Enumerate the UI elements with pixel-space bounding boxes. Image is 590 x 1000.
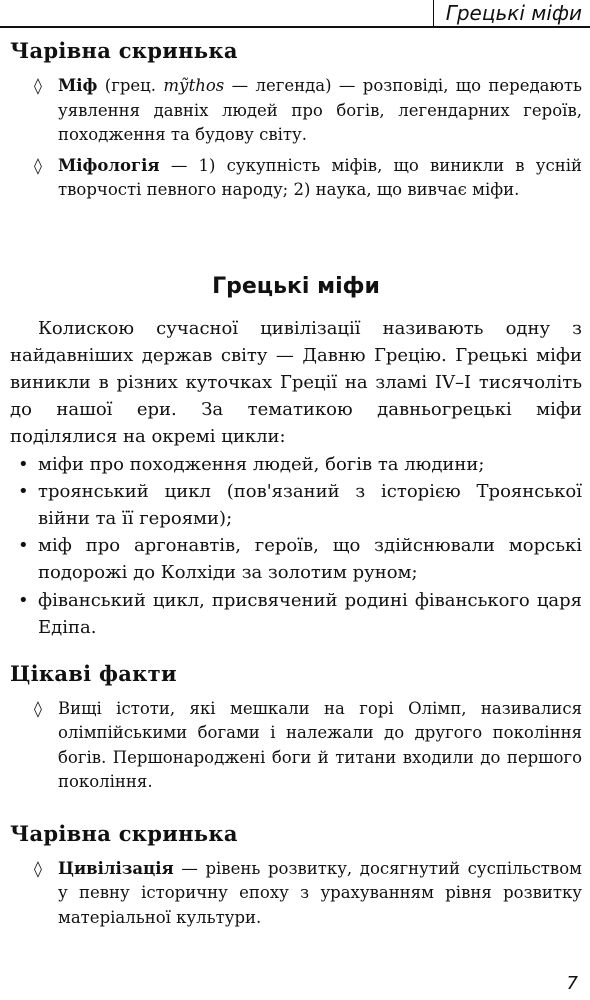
definition-entry-mythology bbox=[10, 154, 582, 203]
term-myth: Міф bbox=[58, 76, 98, 95]
foreign-word: mу̃thos bbox=[163, 76, 225, 95]
facts-title: Цікаві факти bbox=[10, 660, 177, 686]
greek-myths-section bbox=[10, 273, 582, 641]
definition-text: — 1) сукупність міфів, що виникли в усній творчості певного народу; 2) наука, що вивчає міфи. bbox=[58, 155, 582, 199]
list-item bbox=[10, 478, 582, 532]
magic-box-1-title: Чарівна скринька bbox=[10, 38, 238, 63]
magic-box-2 bbox=[10, 821, 582, 931]
list-item-text: фіванський цикл, присвячений родині фіванського царя Едіпа. bbox=[38, 589, 582, 638]
list-item-text: міф про аргонавтів, героїв, що здійснювали морські подорожі до Колхіди за золотим руном; bbox=[38, 535, 582, 584]
bullet-dot-icon: • bbox=[18, 453, 29, 475]
list-item-text: міфи про походження людей, богів та людини; bbox=[38, 453, 485, 475]
fact-entry bbox=[10, 697, 582, 795]
page-number: 7 bbox=[566, 973, 578, 994]
diamond-bullet-icon: ◊ bbox=[34, 698, 42, 718]
definition-text: — легенда) — розповіді, що передають уявлення давніх людей про богів, легендарних героїв, походження та будову світу. bbox=[58, 76, 582, 144]
diamond-bullet-icon: ◊ bbox=[34, 155, 42, 175]
header-rule bbox=[0, 26, 590, 28]
magic-box-1 bbox=[10, 38, 582, 203]
bullet-dot-icon: • bbox=[18, 480, 29, 502]
definition-entry-myth bbox=[10, 74, 582, 148]
section-heading: Грецькі міфи bbox=[212, 273, 380, 299]
diamond-bullet-icon: ◊ bbox=[34, 76, 42, 95]
myth-cycles-list bbox=[10, 451, 582, 641]
page-content bbox=[10, 38, 582, 940]
running-head bbox=[0, 0, 590, 28]
intro-paragraph: Колискою сучасної цивілізації називають одну з найдавніших держав світу — Давню Грецію. Грецькі міфи виникли в різних куточках Греції на зламі IV–I тисячоліть до нашої ери. За тематикою давньогрецькі міфи поділялися на окремі цикли: bbox=[10, 317, 582, 448]
list-item bbox=[10, 532, 582, 586]
bullet-dot-icon: • bbox=[18, 535, 29, 557]
list-item bbox=[10, 451, 582, 478]
list-item bbox=[10, 587, 582, 641]
definition-text: — рівень розвитку, досягнутий суспільством у певну історичну епоху з урахуванням рівня розвитку матеріальної культури. bbox=[58, 858, 582, 927]
fact-text: Вищі істоти, які мешкали на горі Олімп, називалися олімпійськими богами і належали до другого покоління богів. Першонароджені боги й титани входили до першого покоління. bbox=[58, 698, 582, 792]
interesting-facts bbox=[10, 661, 582, 795]
magic-box-2-title: Чарівна скринька bbox=[10, 820, 238, 846]
running-head-title: Грецькі міфи bbox=[433, 0, 590, 26]
list-item-text: троянський цикл (пов'язаний з історією Троянської війни та її героями); bbox=[38, 480, 582, 529]
definition-text: (грец. bbox=[97, 76, 164, 95]
definition-entry-civilization bbox=[10, 857, 582, 931]
bullet-dot-icon: • bbox=[18, 589, 29, 611]
term-civilization: Цивілізація bbox=[58, 858, 174, 878]
diamond-bullet-icon: ◊ bbox=[34, 858, 42, 878]
term-mythology: Міфологія bbox=[58, 155, 160, 175]
